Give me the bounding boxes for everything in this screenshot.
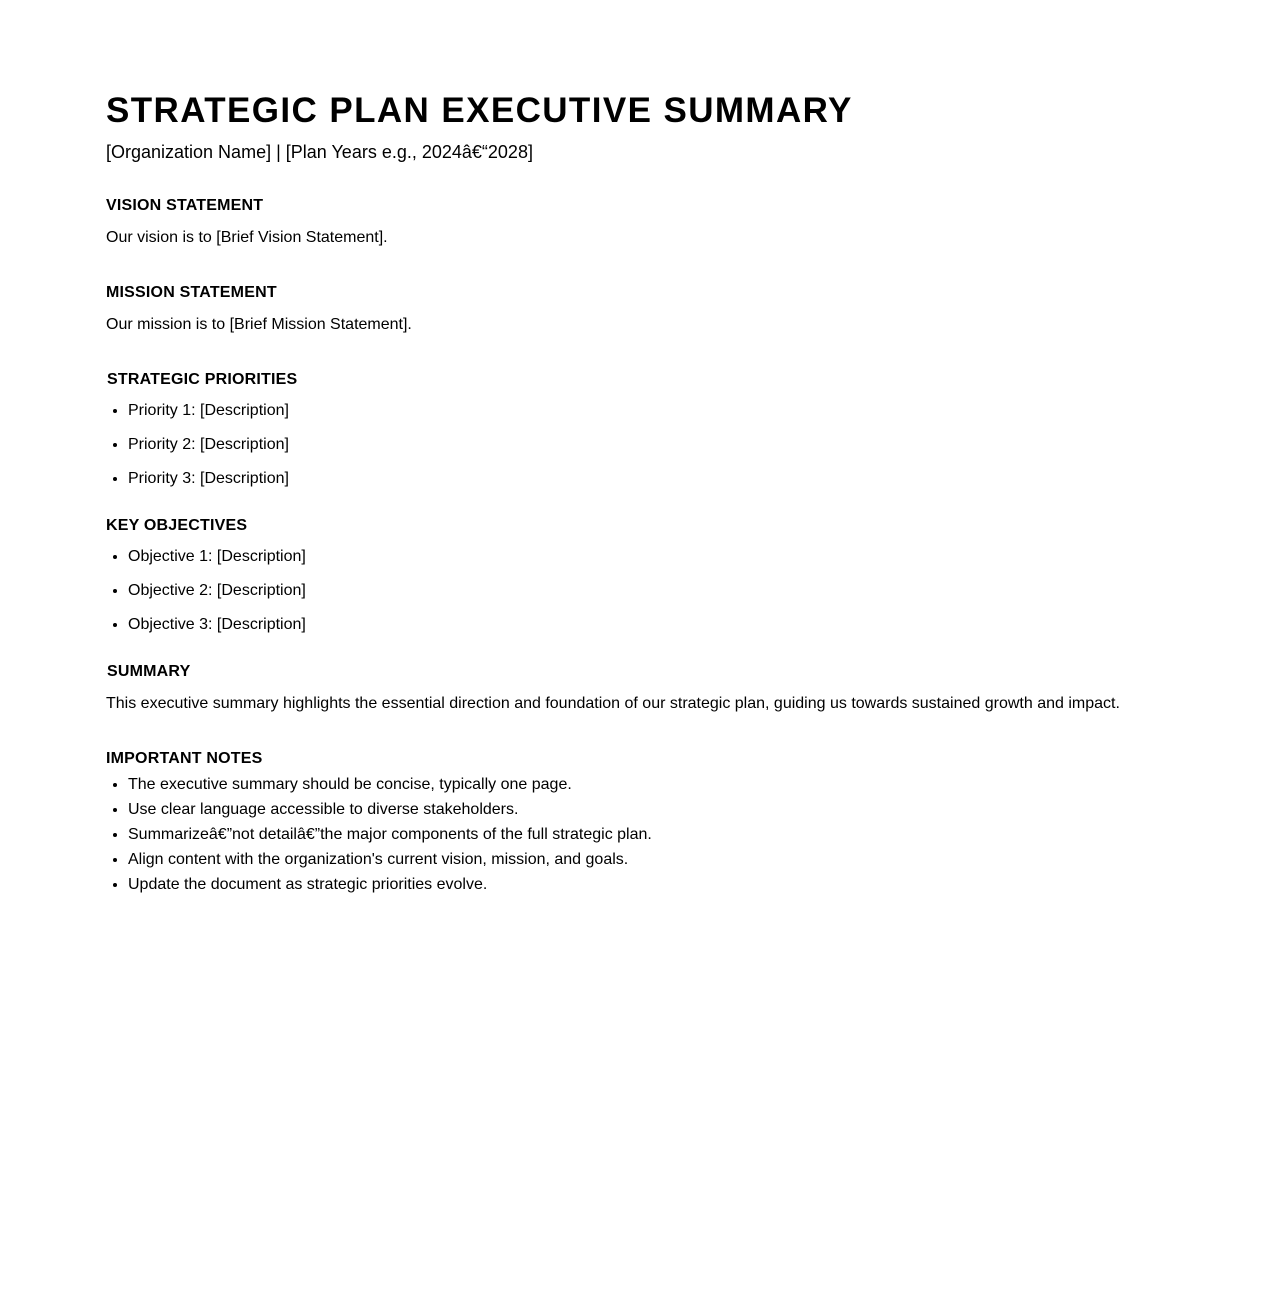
summary-heading: SUMMARY [107,663,191,680]
list-item: • The executive summary should be concise, typically one page. [128,775,1206,795]
summary-section [107,662,1206,714]
vision-heading: VISION STATEMENT [106,197,264,214]
priorities-list [106,401,1206,489]
list-item: • Use clear language accessible to diverse stakeholders. [128,800,1206,820]
notes-heading: IMPORTANT NOTES [106,750,263,767]
priorities-section [107,370,1206,489]
list-item: • Summarizeâ€”not detailâ€”the major components of the full strategic plan. [128,825,1206,845]
summary-text: This executive summary highlights the essential direction and foundation of our strategic plan, guiding us towards sustained growth and impact. [106,695,1120,712]
notes-list [106,775,1206,895]
list-item: • Objective 1: [Description] [128,547,1206,567]
list-item: • Priority 1: [Description] [128,401,1206,421]
mission-section [106,283,1206,335]
objectives-heading: KEY OBJECTIVES [106,517,248,534]
mission-heading: MISSION STATEMENT [106,284,277,301]
page-title: STRATEGIC PLAN EXECUTIVE SUMMARY [106,91,853,130]
list-item: • Update the document as strategic priorities evolve. [128,875,1206,895]
mission-text: Our mission is to [Brief Mission Statement]. [106,316,412,333]
list-item: • Objective 2: [Description] [128,581,1206,601]
list-item: • Align content with the organization's current vision, mission, and goals. [128,850,1206,870]
vision-text: Our vision is to [Brief Vision Statement]. [106,229,388,246]
objectives-list [106,547,1206,635]
priorities-heading: STRATEGIC PRIORITIES [107,371,298,388]
objectives-section [106,516,1206,635]
notes-section [106,749,1206,895]
list-item: • Priority 3: [Description] [128,469,1206,489]
page-subtitle: [Organization Name] | [Plan Years e.g., 2024â€“2028] [106,142,533,162]
vision-section [106,196,1206,248]
list-item: • Objective 3: [Description] [128,615,1206,635]
list-item: • Priority 2: [Description] [128,435,1206,455]
